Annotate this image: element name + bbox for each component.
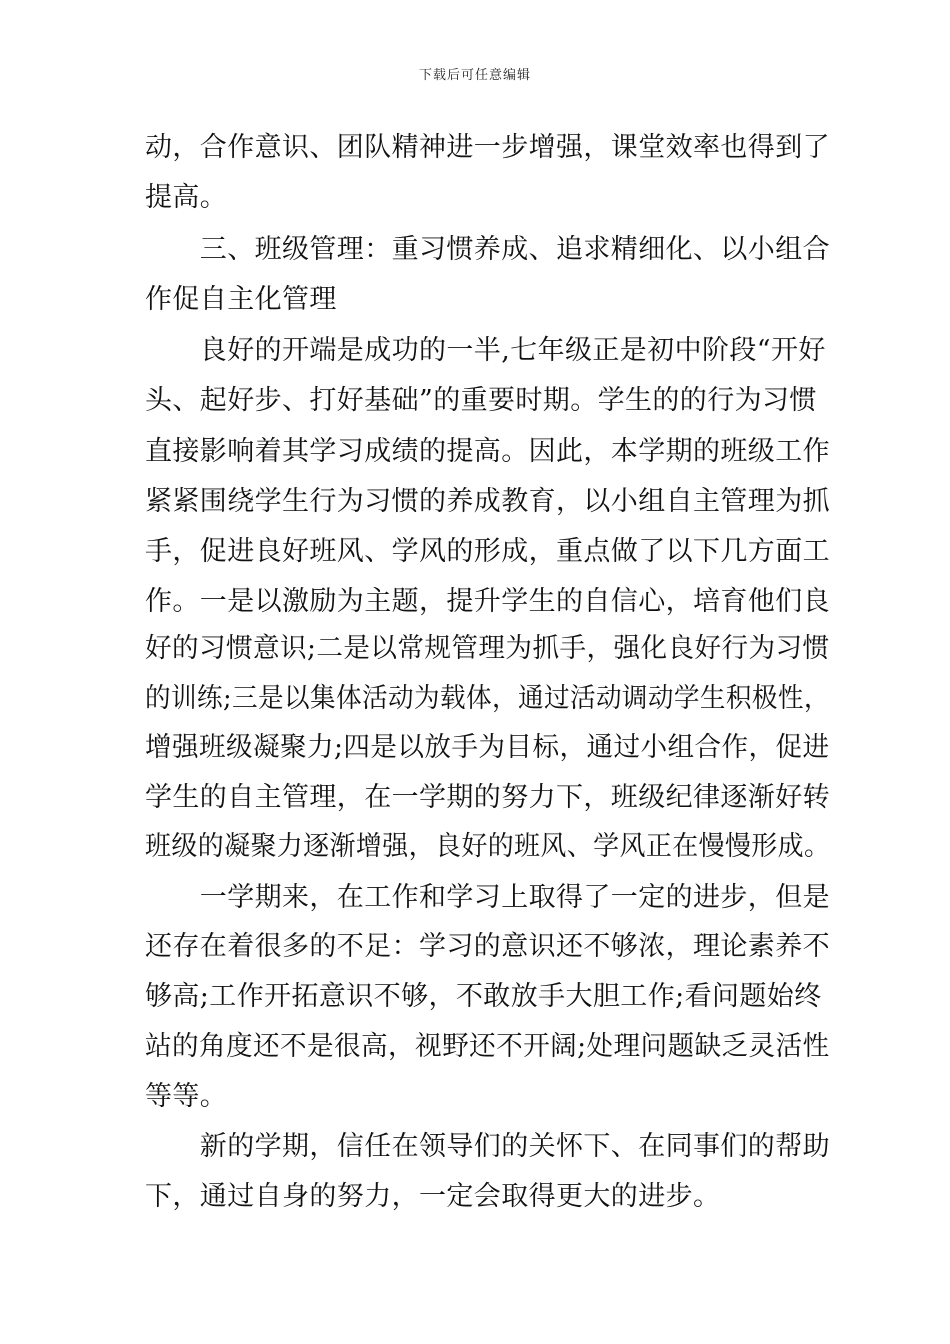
text-line: 等等。 [145, 1081, 228, 1112]
text-line: 增强班级凝聚力;四是以放手为目标，通过小组合作，促进 [145, 732, 830, 763]
text-line: 良好的开端是成功的一半,七年级正是初中阶段“开好 [145, 335, 826, 366]
text-line: 班级的凝聚力逐渐增强，良好的班风、学风正在慢慢形成。 [145, 831, 831, 862]
text-line: 新的学期，信任在领导们的关怀下、在同事们的帮助 [145, 1131, 830, 1162]
text-line: 作。一是以激励为主题，提升学生的自信心，培育他们良 [145, 586, 830, 617]
text-line: 紧紧围绕学生行为习惯的养成教育，以小组自主管理为抓 [145, 486, 830, 517]
text-line: 下，通过自身的努力，一定会取得更大的进步。 [145, 1181, 721, 1212]
text-line: 直接影响着其学习成绩的提高。因此，本学期的班级工作 [145, 436, 830, 467]
text-line: 提高。 [145, 182, 228, 213]
page-header-note: 下载后可任意编辑 [418, 68, 531, 83]
section-heading-line: 作促自主化管理 [145, 284, 337, 315]
text-line: 学生的自主管理，在一学期的努力下，班级纪律逐渐好转 [145, 782, 830, 813]
text-line: 头、起好步、打好基础”的重要时期。学生的的行为习惯 [145, 385, 817, 416]
text-line: 够高;工作开拓意识不够，不敢放手大胆工作;看问题始终 [145, 981, 822, 1012]
text-line: 动，合作意识、团队精神进一步增强，课堂效率也得到了 [145, 132, 830, 163]
text-line: 站的角度还不是很高，视野还不开阔;处理问题缺乏灵活性 [145, 1031, 830, 1062]
text-line: 一学期来，在工作和学习上取得了一定的进步，但是 [145, 882, 830, 913]
text-line: 手，促进良好班风、学风的形成，重点做了以下几方面工 [145, 536, 830, 567]
text-line: 的训练;三是以集体活动为载体，通过活动调动学生积极性， [145, 683, 830, 714]
text-line: 好的习惯意识;二是以常规管理为抓手，强化良好行为习惯 [145, 633, 830, 664]
text-line: 还存在着很多的不足：学习的意识还不够浓，理论素养不 [145, 931, 830, 962]
section-heading-line: 三、班级管理：重习惯养成、追求精细化、以小组合 [145, 234, 830, 265]
